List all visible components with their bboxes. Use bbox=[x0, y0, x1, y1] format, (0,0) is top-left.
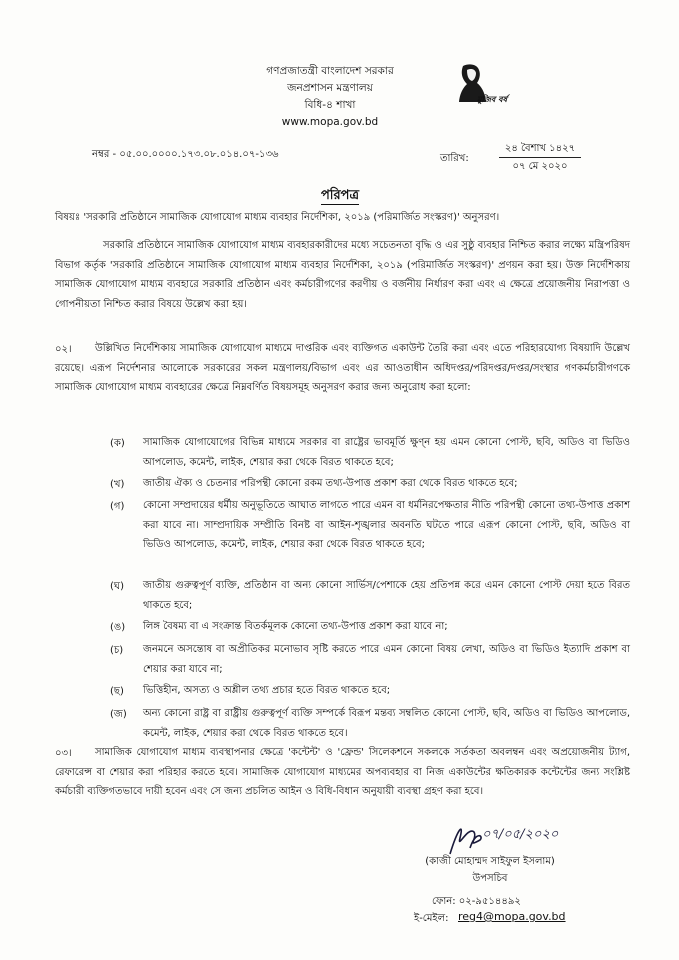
item-text: জনমনে অসন্তোষ বা অপ্রীতিকর মনোভাব সৃষ্টি করতে পারে এমন কোনো বিষয় লেখা, অডিও বা ভিডিও ইত্যাদি প্রকাশ বা শেয়ার করা যাবে না; bbox=[143, 644, 630, 675]
item-text: সামাজিক যোগাযোগের বিভিন্ন মাধ্যমে সরকার বা রাষ্ট্রের ভাবমূর্তি ক্ষুণ্ন হয় এমন কোনো পোস্ট, ছবি, অডিও বা ভিডিও আপলোড, কমেন্ট, লাইক, শেয়ার করা থেকে বিরত থাকতে হবে; bbox=[143, 437, 630, 468]
item-label: (ছ) bbox=[110, 686, 124, 697]
para2-text: উল্লিখিত নির্দেশিকায় সামাজিক যোগাযোগ মাধ্যমে দাপ্তরিক এবং ব্যক্তিগত একাউন্ট তৈরি করা এবং এতে পরিহারযোগ্য বিষয়াদি উল্লেখ রয়েছে। এরূপ নির্দেশনার আলোকে সরকারের সকল মন্ত্রণালয়/বিভাগ এবং এর আওতাধীন অধিদপ্তর/পরিদপ্তর/দপ্তর/সংস্থার গণকর্মচারীগণকে সামাজিক যোগাযোগ মাধ্যম ব্যবহারের ক্ষেত্রে নিম্নবর্ণিত বিষয়সমূহ অনুসরণ করার জন্য অনুরোধ করা হলো: bbox=[55, 343, 630, 393]
ministry-name: জনপ্রশাসন মন্ত্রণালয় bbox=[287, 82, 373, 94]
email-label: ই-মেইল: bbox=[414, 913, 449, 924]
item-label: (চ) bbox=[110, 645, 124, 656]
item-text: জাতীয় গুরুত্বপূর্ণ ব্যক্তি, প্রতিষ্ঠান বা অন্য কোনো সার্ভিস/পেশাকে হেয় প্রতিপন্ন করে এমন কোনো পোস্ট দেয়া হতে বিরত থাকতে হবে; bbox=[143, 580, 630, 611]
item-text: জাতীয় ঐক্য ও চেতনার পরিপন্থী কোনো রকম তথ্য-উপাত্ত প্রকাশ করা থেকে বিরত থাকতে হবে; bbox=[143, 478, 518, 489]
government-name: গণপ্রজাতন্ত্রী বাংলাদেশ সরকার bbox=[266, 65, 394, 77]
signer-email[interactable]: reg4@mopa.gov.bd bbox=[458, 910, 566, 923]
para3-text: সামাজিক যোগাযোগ মাধ্যম ব্যবস্থাপনার ক্ষেত্রে 'কন্টেন্ট' ও 'ফ্রেন্ড' সিলেকশনে সকলকে সর্তকতা অবলম্বন এবং অপ্রয়োজনীয় ট্যাগ, রেফারেন্স বা শেয়ার করা পরিহার করতে হবে। সামাজিক যোগাযোগ মাধ্যমের অপব্যবহার বা নিজ একাউন্টের ক্ষতিকারক কন্টেন্টের জন্য সংশ্লিষ্ট কর্মচারী ব্যক্তিগতভাবে দায়ী হবেন এবং সে জন্য প্রচলিত আইন ও বিধি-বিধান অনুযায়ী ব্যবস্থা গ্রহণ করা হবে। bbox=[55, 747, 630, 797]
date-label: তারিখ: bbox=[440, 153, 469, 164]
item-text: কোনো সম্প্রদায়ের ধর্মীয় অনুভূতিতে আঘাত লাগতে পারে এমন বা ধর্মনিরপেক্ষতার নীতি পরিপন্থী কোনো তথ্য-উপাত্ত প্রকাশ করা যাবে না। সাম্প্রদায়িক সম্প্রীতি বিনষ্ট বা আইন-শৃঙ্খলার অবনতি ঘটতে পারে এরূপ কোনো পোস্ট, ছবি, অডিও বা ভিডিও আপলোড, কমেন্ট, লাইক, শেয়ার করা থেকে বিরত থাকতে হবে; bbox=[143, 500, 630, 550]
logo-text: মুজিব বর্ষ bbox=[477, 95, 507, 104]
branch-name: বিধি-৪ শাখা bbox=[304, 99, 356, 111]
date-gregorian: ০৭ মে ২০২০ bbox=[512, 161, 568, 172]
item-label: (ক) bbox=[110, 438, 125, 449]
item-text: ভিত্তিহীন, অসত্য ও অশ্লীল তথ্য প্রচার হতে বিরত থাকতে হবে; bbox=[143, 685, 391, 696]
date-bengali: ২৪ বৈশাখ ১৪২৭ bbox=[504, 143, 576, 154]
item-label: (ঙ) bbox=[110, 622, 126, 633]
para2-number: ০২। bbox=[55, 344, 72, 355]
signer-phone: ফোন: ০২-৯৫১৪৪৯২ bbox=[432, 896, 521, 907]
date-divider bbox=[499, 157, 581, 158]
item-text: লিঙ্গ বৈষম্য বা এ সংক্রান্ত বিতর্কমূলক কোনো তথ্য-উপাত্ত প্রকাশ করা যাবে না; bbox=[143, 621, 448, 632]
subject-line: বিষয়ঃ 'সরকারি প্রতিষ্ঠানে সামাজিক যোগাযোগ মাধ্যম ব্যবহার নির্দেশিকা, ২০১৯ (পরিমার্জিত সংস্করণ)' অনুসরণ। bbox=[55, 212, 500, 223]
item-label: (জ) bbox=[110, 709, 127, 720]
date-block bbox=[495, 141, 585, 174]
memo-number: নম্বর - ০৫.০০.০০০০.১৭৩.০৮.০১৪.০৭-১৩৬ bbox=[92, 149, 279, 160]
item-text: অন্য কোনো রাষ্ট্র বা রাষ্ট্রীয় গুরুত্বপূর্ণ ব্যক্তি সম্পর্কে বিরূপ মন্তব্য সম্বলিত কোনো পোস্ট, ছবি, অডিও বা ভিডিও আপলোড, কমেন্ট, লাইক, শেয়ার করা থেকে বিরত থাকতে হবে। bbox=[143, 708, 630, 739]
item-label: (ঘ) bbox=[110, 581, 124, 592]
mujib-borsho-logo bbox=[455, 62, 521, 112]
signer-designation: উপসচিব bbox=[472, 873, 508, 884]
website-link[interactable]: www.mopa.gov.bd bbox=[281, 116, 379, 128]
item-label: (গ) bbox=[110, 501, 125, 512]
para3-number: ০৩। bbox=[55, 748, 72, 759]
signature-date: ০৭/০৫/২০২০ bbox=[482, 827, 559, 842]
signer-name: (কাজী মোহাম্মদ সাইফুল ইসলাম) bbox=[425, 856, 555, 867]
page-title: পরিপত্র bbox=[320, 188, 360, 203]
item-label: (খ) bbox=[110, 479, 125, 490]
intro-paragraph: সরকারি প্রতিষ্ঠানে সামাজিক যোগাযোগ মাধ্যম ব্যবহারকারীদের মধ্যে সচেতনতা বৃদ্ধি ও এর সুষ্ঠু ব্যবহার নিশ্চিত করার লক্ষ্যে মন্ত্রিপরিষদ বিভাগ কর্তৃক 'সরকারি প্রতিষ্ঠানে সামাজিক যোগাযোগ মাধ্যম ব্যবহার নির্দেশিকা, ২০১৯ (পরিমার্জিত সংস্করণ)' প্রণয়ন করা হয়। উক্ত নির্দেশিকায় সামাজিক যোগাযোগ মাধ্যম ব্যবহারে সরকারি প্রতিষ্ঠান এবং কর্মচারীগণের করণীয় ও বর্জনীয় নির্ধারণ করা এবং এ ক্ষেত্রে প্রয়োজনীয় নিরাপত্তা ও গোপনীয়তা নিশ্চিত করার বিষয়ে উল্লেখ করা হয়। bbox=[55, 240, 630, 310]
